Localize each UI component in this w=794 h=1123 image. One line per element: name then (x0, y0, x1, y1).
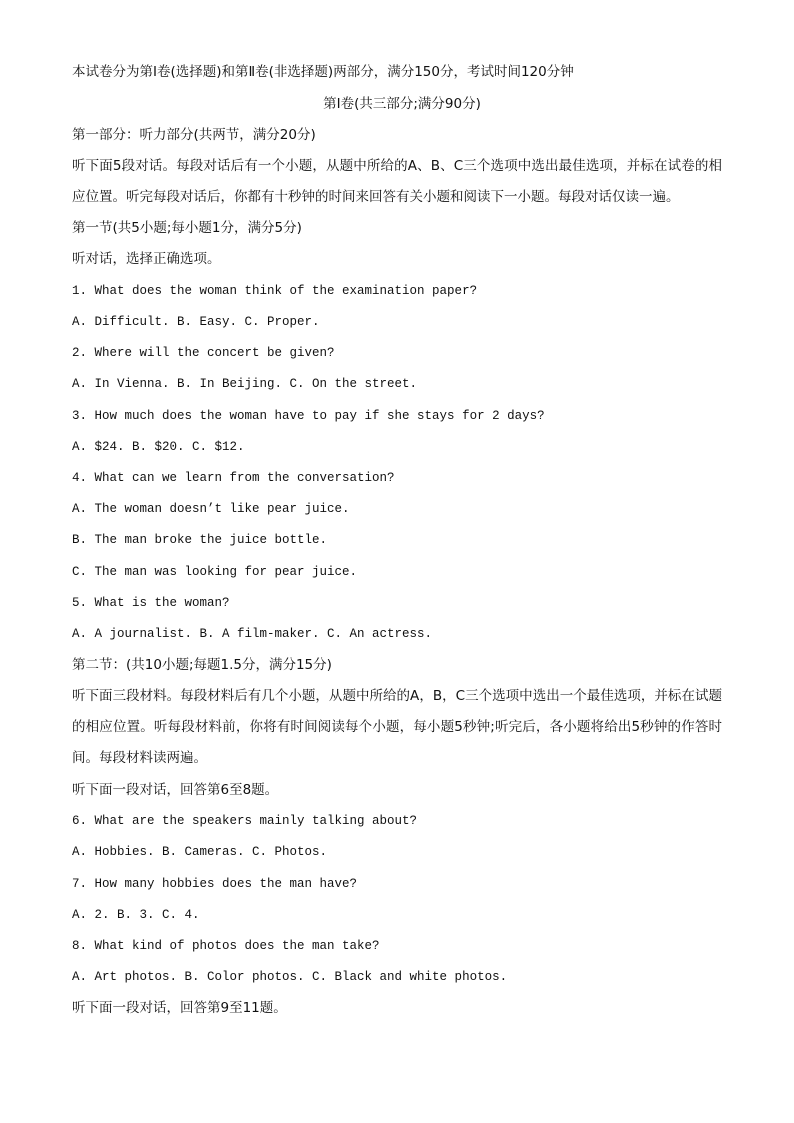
exam-intro: 本试卷分为第Ⅰ卷(选择题)和第Ⅱ卷(非选择题)两部分，满分150分，考试时间120分钟 (72, 64, 574, 80)
part1-instructions: 听下面5段对话。每段对话后有一个小题，从题中所给的A、B、C三个选项中选出最佳选项，并标在试卷的相应位置。听完每段对话后，你都有十秒钟的时间来回答有关小题和阅读下一小题。每段对话仅读一遍。 (72, 158, 722, 205)
section1-title: 第一节(共5小题;每小题1分，满分5分) (72, 220, 302, 236)
section2-title: 第二节：(共10小题;每题1.5分，满分15分) (72, 657, 332, 673)
question-6-options: A. Hobbies. B. Cameras. C. Photos. (72, 845, 328, 859)
question-7: 7. How many hobbies does the man have? (72, 877, 358, 891)
question-4-option-a: A. The woman doesn’t like pear juice. (72, 502, 350, 516)
group2-intro: 听下面一段对话，回答第9至11题。 (72, 1000, 287, 1016)
question-7-options: A. 2. B. 3. C. 4. (72, 908, 200, 922)
question-5-options: A. A journalist. B. A film-maker. C. An actress. (72, 627, 433, 641)
question-5: 5. What is the woman? (72, 596, 230, 610)
question-3-options: A. $24. B. $20. C. $12. (72, 440, 245, 454)
question-2-options: A. In Vienna. B. In Beijing. C. On the street. (72, 377, 418, 391)
group1-intro: 听下面一段对话，回答第6至8题。 (72, 782, 279, 798)
section2-instructions: 听下面三段材料。每段材料后有几个小题，从题中所给的A，B，C三个选项中选出一个最佳选项，并标在试题的相应位置。听每段材料前，你将有时间阅读每个小题，每小题5秒钟;听完后，各小题将给出5秒钟的作答时间。每段材料读两遍。 (72, 688, 722, 766)
section1-subtitle: 听对话，选择正确选项。 (72, 251, 221, 267)
question-6: 6. What are the speakers mainly talking about? (72, 814, 418, 828)
question-4-option-c: C. The man was looking for pear juice. (72, 565, 358, 579)
question-3: 3. How much does the woman have to pay if she stays for 2 days? (72, 409, 545, 423)
question-4: 4. What can we learn from the conversation? (72, 471, 395, 485)
question-1: 1. What does the woman think of the examination paper? (72, 284, 478, 298)
question-2: 2. Where will the concert be given? (72, 346, 335, 360)
question-4-option-b: B. The man broke the juice bottle. (72, 533, 328, 547)
question-1-options: A. Difficult. B. Easy. C. Proper. (72, 315, 320, 329)
volume-title: 第Ⅰ卷(共三部分;满分90分) (323, 96, 481, 112)
question-8: 8. What kind of photos does the man take? (72, 939, 380, 953)
part1-title: 第一部分：听力部分(共两节，满分20分) (72, 127, 316, 143)
question-8-options: A. Art photos. B. Color photos. C. Black and white photos. (72, 970, 508, 984)
